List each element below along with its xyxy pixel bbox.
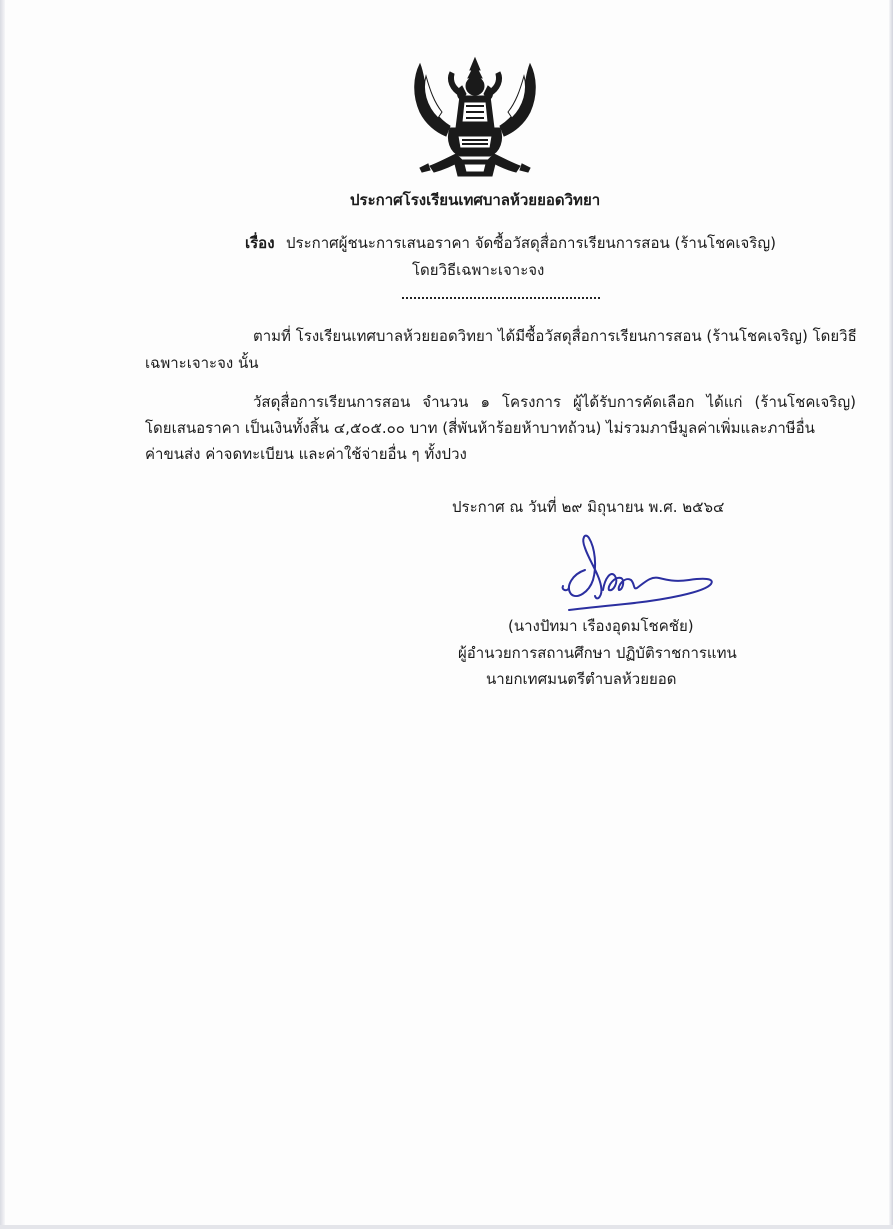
paragraph2-line3: ค่าขนส่ง ค่าจดทะเบียน และค่าใช้จ่ายอื่น ๆ ทั้งปวง xyxy=(145,445,467,463)
document-title: ประกาศโรงเรียนเทศบาลห้วยยอดวิทยา xyxy=(350,191,601,209)
garuda-emblem-icon xyxy=(410,56,540,178)
signer-position-line1: ผู้อำนวยการสถานศึกษา ปฏิบัติราชการแทน xyxy=(458,644,737,662)
signer-name: (นางปัทมา เรืองอุดมโชคชัย) xyxy=(508,617,694,635)
signature-icon xyxy=(555,530,725,616)
signer-position-line2: นายกเทศมนตรีตำบลห้วยยอด xyxy=(486,670,677,688)
paragraph1-line2: เฉพาะเจาะจง นั้น xyxy=(145,354,259,372)
page-bottom-edge xyxy=(0,1225,893,1229)
paragraph2-line1: วัสดุสื่อการเรียนการสอน จำนวน ๑ โครงการ ผู้ได้รับการคัดเลือก ได้แก่ (ร้านโชคเจริญ) xyxy=(253,393,856,411)
subject-text-line2: โดยวิธีเฉพาะเจาะจง xyxy=(412,261,545,279)
announcement-date: ประกาศ ณ วันที่ ๒๙ มิถุนายน พ.ศ. ๒๕๖๔ xyxy=(452,498,725,516)
subject-text-line1: ประกาศผู้ชนะการเสนอราคา จัดซื้อวัสดุสื่อการเรียนการสอน (ร้านโชคเจริญ) xyxy=(286,234,776,252)
page-left-edge xyxy=(0,0,5,1229)
paragraph1-line1: ตามที่ โรงเรียนเทศบาลห้วยยอดวิทยา ได้มีซื้อวัสดุสื่อการเรียนการสอน (ร้านโชคเจริญ) โดยวิธี xyxy=(253,327,857,345)
paragraph2-line2: โดยเสนอราคา เป็นเงินทั้งสิ้น ๔,๕๐๕.๐๐ บาท (สี่พันห้าร้อยห้าบาทถ้วน) ไม่รวมภาษีมูลค่าเพิ่มและภาษีอื่น xyxy=(145,419,815,437)
dotted-separator xyxy=(402,297,600,299)
subject-label: เรื่อง xyxy=(245,234,275,252)
page-right-edge xyxy=(889,0,893,1229)
